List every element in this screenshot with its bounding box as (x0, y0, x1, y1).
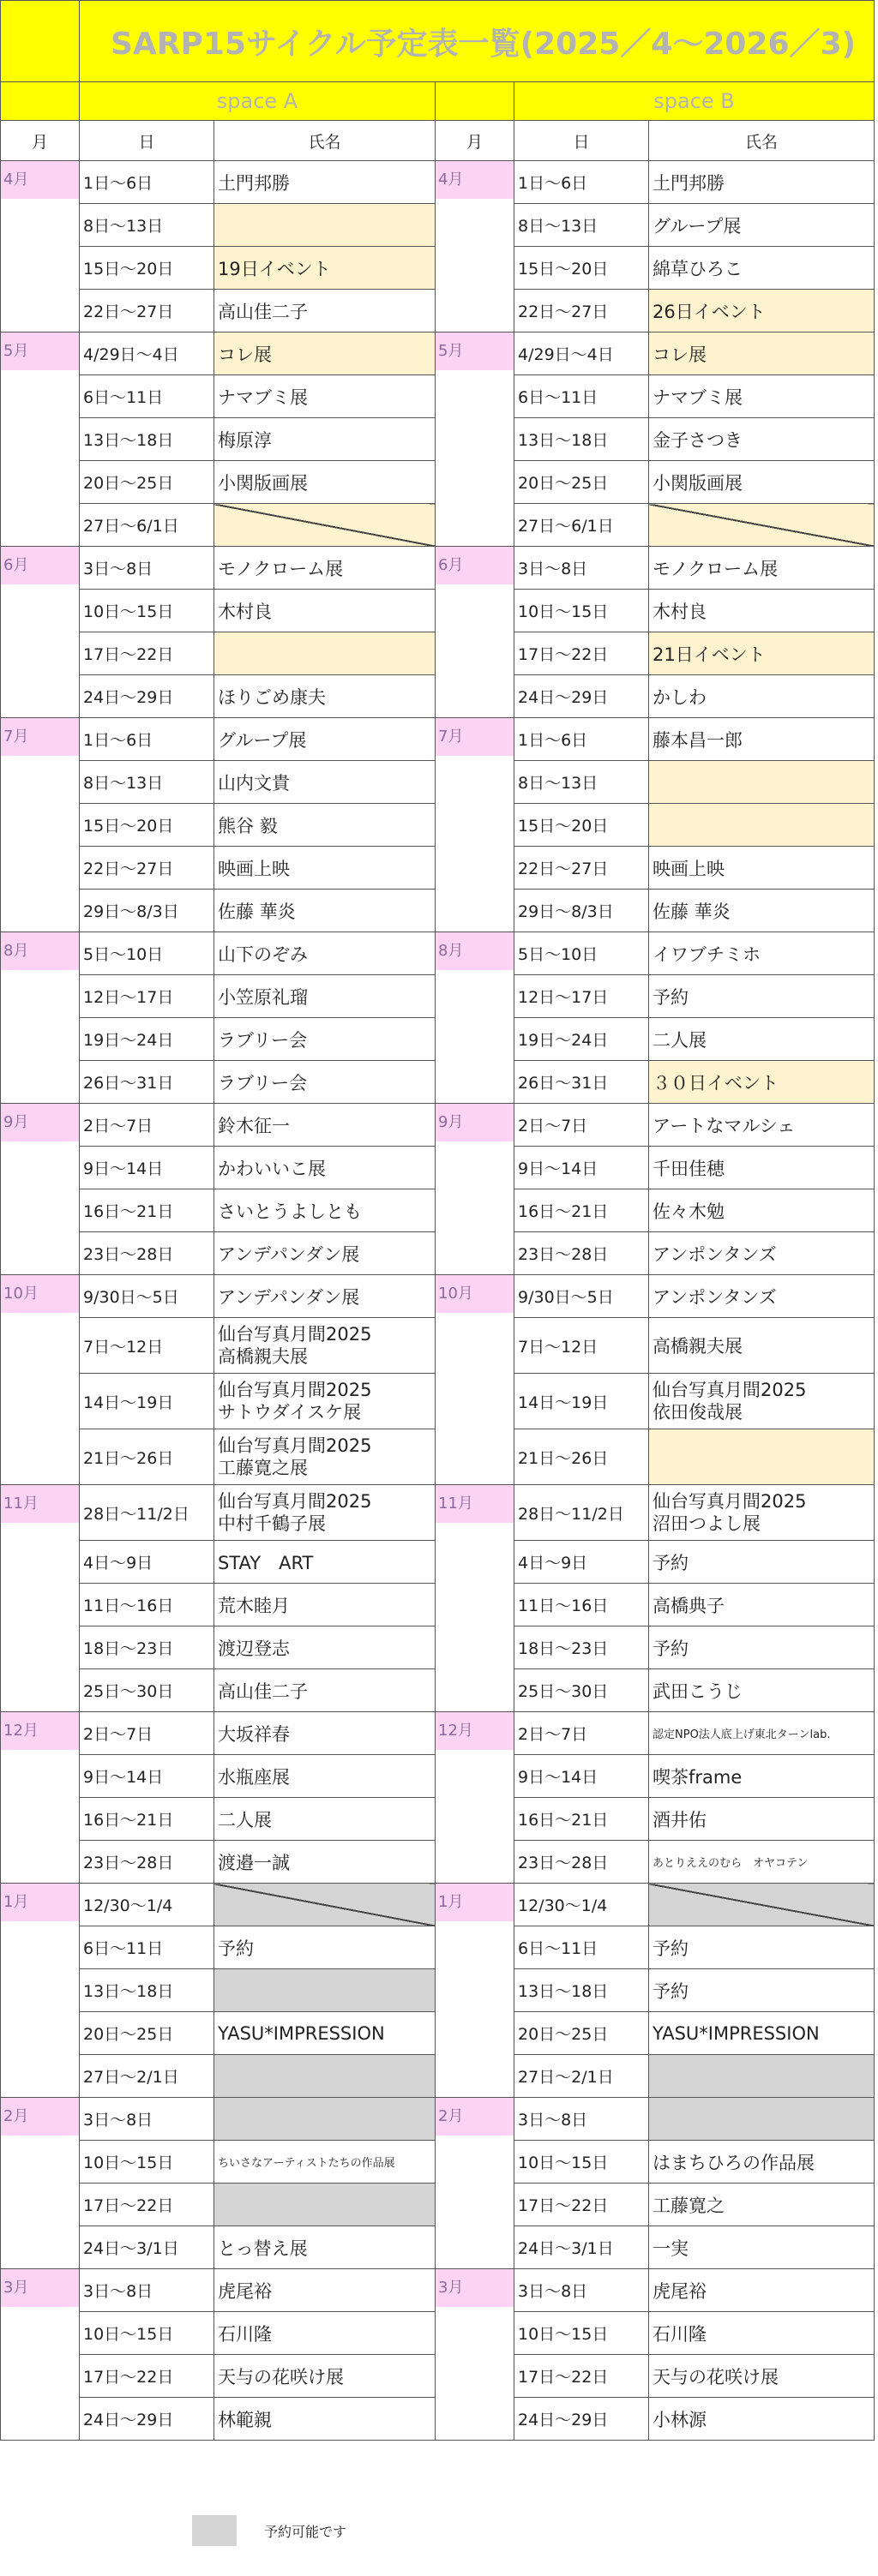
day-cell: 2日～7日 (80, 1104, 214, 1147)
day-cell: 15日～20日 (514, 804, 649, 847)
day-cell: 3日～8日 (80, 2269, 214, 2312)
day-cell: 12日～17日 (514, 975, 649, 1018)
name-cell-b: 予約 (649, 1626, 875, 1669)
name-cell-a (214, 204, 436, 247)
name-cell-a: ちいさなアーティストたちの作品展 (214, 2141, 436, 2184)
month-label: 12月 (436, 1712, 514, 1750)
day-cell: 17日～22日 (514, 632, 649, 675)
name-cell-a: 大坂祥春 (214, 1712, 436, 1755)
name-cell-b (649, 761, 875, 804)
name-cell-a: 小笠原礼瑠 (214, 975, 436, 1018)
month-label: 7月 (436, 718, 514, 756)
month-cell-a (1, 932, 80, 1104)
day-cell: 5日～10日 (514, 932, 649, 975)
day-cell: 24日～29日 (80, 675, 214, 718)
day-cell: 13日～18日 (80, 418, 214, 461)
name-cell-a: 仙台写真月間2025 高橋親夫展 (214, 1318, 436, 1374)
month-cell-b (436, 932, 514, 1104)
name-cell-a: 佐藤 華炎 (214, 890, 436, 932)
day-cell: 24日～3/1日 (514, 2226, 649, 2269)
table-row (1, 1275, 875, 1318)
day-cell: 28日～11/2日 (514, 1485, 649, 1541)
day-cell: 19日～24日 (80, 1018, 214, 1061)
day-cell: 12/30～1/4 (80, 1884, 214, 1926)
day-cell: 9/30日～5日 (514, 1275, 649, 1318)
day-cell: 8日～13日 (514, 761, 649, 804)
name-cell-b: 認定NPO法人底上げ東北ターンlab. (649, 1712, 875, 1755)
day-cell: 4/29日～4日 (514, 332, 649, 375)
table-row (1, 1712, 875, 1755)
name-cell-a: 渡邉一誠 (214, 1841, 436, 1884)
name-cell-b: アンポンタンズ (649, 1232, 875, 1275)
table-row (1, 1485, 875, 1541)
name-cell-b: 虎尾裕 (649, 2269, 875, 2312)
name-cell-a: 仙台写真月間2025 サトウダイスケ展 (214, 1374, 436, 1429)
name-cell-a: 渡辺登志 (214, 1626, 436, 1669)
table-row (1, 2098, 875, 2141)
day-cell: 6日～11日 (80, 375, 214, 418)
day-cell: 23日～28日 (514, 1232, 649, 1275)
day-cell: 17日～22日 (80, 632, 214, 675)
name-cell-a (214, 1884, 436, 1926)
name-cell-a: さいとうよしとも (214, 1189, 436, 1232)
day-cell: 10日～15日 (80, 590, 214, 632)
month-cell-a (1, 332, 80, 547)
day-cell: 9/30日～5日 (80, 1275, 214, 1318)
name-cell-a: アンデパンダン展 (214, 1232, 436, 1275)
day-cell: 20日～25日 (514, 461, 649, 504)
day-cell: 16日～21日 (80, 1798, 214, 1841)
month-label: 3月 (1, 2269, 79, 2307)
day-cell: 20日～25日 (514, 2012, 649, 2055)
day-cell: 24日～29日 (80, 2398, 214, 2441)
col-month-b: 月 (436, 121, 514, 161)
name-cell-b: ナマブミ展 (649, 375, 875, 418)
day-cell: 7日～12日 (514, 1318, 649, 1374)
name-cell-a: 石川隆 (214, 2312, 436, 2355)
day-cell: 9日～14日 (80, 1755, 214, 1798)
name-cell-a (214, 1969, 436, 2012)
col-day-a: 日 (80, 121, 214, 161)
day-cell: 8日～13日 (80, 204, 214, 247)
month-cell-a (1, 1104, 80, 1275)
table-row (1, 2269, 875, 2312)
name-cell-a: 高山佳二子 (214, 1669, 436, 1712)
name-cell-a: アンデパンダン展 (214, 1275, 436, 1318)
month-label: 11月 (436, 1485, 514, 1523)
month-label: 12月 (1, 1712, 79, 1750)
legend-available-swatch (192, 2515, 237, 2546)
day-cell: 1日～6日 (514, 161, 649, 204)
name-cell-a (214, 2098, 436, 2141)
name-cell-a: 鈴木征一 (214, 1104, 436, 1147)
day-cell: 22日～27日 (80, 290, 214, 332)
day-cell: 29日～8/3日 (514, 890, 649, 932)
day-cell: 15日～20日 (80, 804, 214, 847)
table-row (1, 161, 875, 204)
month-label: 10月 (436, 1275, 514, 1313)
day-cell: 10日～15日 (514, 590, 649, 632)
month-cell-b (436, 1712, 514, 1884)
table-row (1, 1104, 875, 1147)
name-cell-b: 予約 (649, 1969, 875, 2012)
day-cell: 2日～7日 (514, 1712, 649, 1755)
day-cell: 21日～26日 (514, 1429, 649, 1485)
day-cell: 10日～15日 (80, 2141, 214, 2184)
month-cell-b (436, 1275, 514, 1485)
day-cell: 25日～30日 (80, 1669, 214, 1712)
month-label: 9月 (436, 1104, 514, 1141)
month-label: 5月 (1, 332, 79, 370)
name-cell-b: 綿草ひろこ (649, 247, 875, 290)
day-cell: 18日～23日 (514, 1626, 649, 1669)
name-cell-b: 映画上映 (649, 847, 875, 890)
month-label: 2月 (436, 2098, 514, 2136)
day-cell: 23日～28日 (80, 1232, 214, 1275)
name-cell-a: YASU*IMPRESSION (214, 2012, 436, 2055)
day-cell: 27日～2/1日 (514, 2055, 649, 2098)
month-cell-b (436, 2269, 514, 2441)
name-cell-a: 天与の花咲け展 (214, 2355, 436, 2398)
day-cell: 11日～16日 (80, 1584, 214, 1626)
name-cell-b: あとりええのむら オヤコテン (649, 1841, 875, 1884)
day-cell: 13日～18日 (80, 1969, 214, 2012)
name-cell-a: 二人展 (214, 1798, 436, 1841)
month-label: 1月 (1, 1884, 79, 1921)
name-cell-b: アートなマルシェ (649, 1104, 875, 1147)
month-cell-b (436, 2098, 514, 2269)
day-cell: 27日～6/1日 (80, 504, 214, 547)
name-cell-a: グループ展 (214, 718, 436, 761)
name-cell-b: 高橋典子 (649, 1584, 875, 1626)
day-cell: 20日～25日 (80, 2012, 214, 2055)
name-cell-a: モノクローム展 (214, 547, 436, 590)
day-cell: 17日～22日 (514, 2355, 649, 2398)
name-cell-a: 仙台写真月間2025 工藤寛之展 (214, 1429, 436, 1485)
name-cell-b: モノクローム展 (649, 547, 875, 590)
month-label: 11月 (1, 1485, 79, 1523)
month-label: 1月 (436, 1884, 514, 1921)
day-cell: 26日～31日 (80, 1061, 214, 1104)
day-cell: 14日～19日 (80, 1374, 214, 1429)
name-cell-b: 26日イベント (649, 290, 875, 332)
month-cell-a (1, 1712, 80, 1884)
col-day-b: 日 (514, 121, 649, 161)
table-row (1, 932, 875, 975)
month-label: 9月 (1, 1104, 79, 1141)
name-cell-b (649, 804, 875, 847)
name-cell-a (214, 2055, 436, 2098)
name-cell-b: 工藤寛之 (649, 2184, 875, 2226)
month-cell-b (436, 1104, 514, 1275)
name-cell-a: ナマブミ展 (214, 375, 436, 418)
name-cell-b: はまちひろの作品展 (649, 2141, 875, 2184)
col-name-b: 氏名 (649, 121, 875, 161)
name-cell-a: ラブリー会 (214, 1018, 436, 1061)
day-cell: 14日～19日 (514, 1374, 649, 1429)
month-label: 2月 (1, 2098, 79, 2136)
legend-label: 予約可能です (264, 2523, 347, 2540)
month-label: 8月 (1, 932, 79, 970)
day-cell: 13日～18日 (514, 1969, 649, 2012)
name-cell-a: 木村良 (214, 590, 436, 632)
name-cell-b: かしわ (649, 675, 875, 718)
name-cell-b (649, 504, 875, 547)
name-cell-a: 林範親 (214, 2398, 436, 2441)
name-cell-b: 天与の花咲け展 (649, 2355, 875, 2398)
table-row (1, 547, 875, 590)
col-name-a: 氏名 (214, 121, 436, 161)
name-cell-a: 水瓶座展 (214, 1755, 436, 1798)
name-cell-b (649, 1429, 875, 1485)
name-cell-a (214, 2184, 436, 2226)
month-cell-a (1, 1485, 80, 1712)
space-b-header: space B (514, 82, 875, 121)
day-cell: 26日～31日 (514, 1061, 649, 1104)
table-row (1, 718, 875, 761)
day-cell: 9日～14日 (514, 1147, 649, 1189)
name-cell-b: 小林源 (649, 2398, 875, 2441)
day-cell: 1日～6日 (514, 718, 649, 761)
name-cell-b: アンポンタンズ (649, 1275, 875, 1318)
name-cell-a (214, 504, 436, 547)
name-cell-a: STAY ART (214, 1541, 436, 1584)
day-cell: 24日～3/1日 (80, 2226, 214, 2269)
day-cell: 28日～11/2日 (80, 1485, 214, 1541)
space-a-header: space A (80, 82, 436, 121)
month-cell-b (436, 332, 514, 547)
name-cell-b: 一実 (649, 2226, 875, 2269)
name-cell-b: コレ展 (649, 332, 875, 375)
name-cell-a: コレ展 (214, 332, 436, 375)
day-cell: 22日～27日 (514, 290, 649, 332)
day-cell: 27日～6/1日 (514, 504, 649, 547)
day-cell: 22日～27日 (514, 847, 649, 890)
month-label: 6月 (1, 547, 79, 584)
name-cell-b: 土門邦勝 (649, 161, 875, 204)
name-cell-b: 石川隆 (649, 2312, 875, 2355)
month-label: 4月 (1, 161, 79, 199)
month-label: 4月 (436, 161, 514, 199)
month-cell-a (1, 547, 80, 718)
name-cell-b: 二人展 (649, 1018, 875, 1061)
name-cell-b: 佐藤 華炎 (649, 890, 875, 932)
name-cell-b (649, 2055, 875, 2098)
day-cell: 18日～23日 (80, 1626, 214, 1669)
day-cell: 7日～12日 (80, 1318, 214, 1374)
day-cell: 24日～29日 (514, 2398, 649, 2441)
day-cell: 16日～21日 (514, 1798, 649, 1841)
month-cell-b (436, 161, 514, 332)
day-cell: 29日～8/3日 (80, 890, 214, 932)
name-cell-b: 木村良 (649, 590, 875, 632)
day-cell: 3日～8日 (514, 2269, 649, 2312)
day-cell: 3日～8日 (80, 547, 214, 590)
name-cell-b: 予約 (649, 1541, 875, 1584)
day-cell: 17日～22日 (80, 2355, 214, 2398)
day-cell: 22日～27日 (80, 847, 214, 890)
day-cell: 20日～25日 (80, 461, 214, 504)
day-cell: 6日～11日 (80, 1926, 214, 1969)
name-cell-b: 金子さつき (649, 418, 875, 461)
day-cell: 24日～29日 (514, 675, 649, 718)
name-cell-a: ほりごめ康夫 (214, 675, 436, 718)
day-cell: 23日～28日 (80, 1841, 214, 1884)
month-label: 3月 (436, 2269, 514, 2307)
table-row (1, 1884, 875, 1926)
name-cell-a: とっ替え展 (214, 2226, 436, 2269)
col-month-a: 月 (1, 121, 80, 161)
name-cell-b: YASU*IMPRESSION (649, 2012, 875, 2055)
name-cell-a: 荒木睦月 (214, 1584, 436, 1626)
name-cell-b (649, 1884, 875, 1926)
day-cell: 12日～17日 (80, 975, 214, 1018)
day-cell: 1日～6日 (80, 161, 214, 204)
table-row (1, 332, 875, 375)
day-cell: 19日～24日 (514, 1018, 649, 1061)
day-cell: 4/29日～4日 (80, 332, 214, 375)
day-cell: 15日～20日 (80, 247, 214, 290)
name-cell-b: 21日イベント (649, 632, 875, 675)
day-cell: 8日～13日 (80, 761, 214, 804)
name-cell-b: 酒井佑 (649, 1798, 875, 1841)
month-cell-a (1, 2269, 80, 2441)
name-cell-b: 武田こうじ (649, 1669, 875, 1712)
name-cell-a: 虎尾裕 (214, 2269, 436, 2312)
day-cell: 25日～30日 (514, 1669, 649, 1712)
name-cell-a: かわいいこ展 (214, 1147, 436, 1189)
name-cell-b: 小関版画展 (649, 461, 875, 504)
month-label: 7月 (1, 718, 79, 756)
day-cell: 27日～2/1日 (80, 2055, 214, 2098)
name-cell-b: 喫茶frame (649, 1755, 875, 1798)
day-cell: 1日～6日 (80, 718, 214, 761)
day-cell: 9日～14日 (80, 1147, 214, 1189)
name-cell-a: ラブリー会 (214, 1061, 436, 1104)
day-cell: 16日～21日 (514, 1189, 649, 1232)
name-cell-b: ３０日イベント (649, 1061, 875, 1104)
name-cell-a: 熊谷 毅 (214, 804, 436, 847)
name-cell-a: 山内文貴 (214, 761, 436, 804)
month-cell-b (436, 1485, 514, 1712)
page-title: SARP15サイクル予定表一覧(2025／4～2026／3) (80, 1, 875, 82)
day-cell: 23日～28日 (514, 1841, 649, 1884)
month-label: 8月 (436, 932, 514, 970)
day-cell: 4日～9日 (80, 1541, 214, 1584)
day-cell: 3日～8日 (514, 2098, 649, 2141)
day-cell: 17日～22日 (80, 2184, 214, 2226)
name-cell-b: 千田佳穂 (649, 1147, 875, 1189)
month-cell-b (436, 718, 514, 932)
day-cell: 12/30～1/4 (514, 1884, 649, 1926)
space-corner-b (436, 82, 514, 121)
name-cell-a: 小関版画展 (214, 461, 436, 504)
day-cell: 3日～8日 (80, 2098, 214, 2141)
day-cell: 16日～21日 (80, 1189, 214, 1232)
name-cell-b: 佐々木勉 (649, 1189, 875, 1232)
day-cell: 5日～10日 (80, 932, 214, 975)
month-cell-a (1, 1884, 80, 2098)
day-cell: 10日～15日 (514, 2312, 649, 2355)
day-cell: 2日～7日 (514, 1104, 649, 1147)
day-cell: 4日～9日 (514, 1541, 649, 1584)
name-cell-a: 梅原淳 (214, 418, 436, 461)
name-cell-b: 仙台写真月間2025 依田俊哉展 (649, 1374, 875, 1429)
name-cell-a (214, 632, 436, 675)
day-cell: 10日～15日 (80, 2312, 214, 2355)
day-cell: 9日～14日 (514, 1755, 649, 1798)
day-cell: 10日～15日 (514, 2141, 649, 2184)
month-cell-a (1, 718, 80, 932)
month-label: 6月 (436, 547, 514, 584)
day-cell: 17日～22日 (514, 2184, 649, 2226)
month-cell-a (1, 161, 80, 332)
name-cell-b (649, 2098, 875, 2141)
name-cell-a: 予約 (214, 1926, 436, 1969)
day-cell: 21日～26日 (80, 1429, 214, 1485)
name-cell-a: 19日イベント (214, 247, 436, 290)
name-cell-b: グループ展 (649, 204, 875, 247)
month-cell-b (436, 1884, 514, 2098)
month-label: 10月 (1, 1275, 79, 1313)
title-corner (1, 1, 80, 82)
name-cell-b: 藤本昌一郎 (649, 718, 875, 761)
month-cell-a (1, 2098, 80, 2269)
day-cell: 3日～8日 (514, 547, 649, 590)
day-cell: 15日～20日 (514, 247, 649, 290)
month-label: 5月 (436, 332, 514, 370)
name-cell-a: 土門邦勝 (214, 161, 436, 204)
name-cell-b: 高橋親夫展 (649, 1318, 875, 1374)
day-cell: 6日～11日 (514, 1926, 649, 1969)
day-cell: 2日～7日 (80, 1712, 214, 1755)
day-cell: 13日～18日 (514, 418, 649, 461)
name-cell-b: 予約 (649, 975, 875, 1018)
name-cell-a: 山下のぞみ (214, 932, 436, 975)
name-cell-b: イワブチミホ (649, 932, 875, 975)
name-cell-b: 予約 (649, 1926, 875, 1969)
name-cell-a: 高山佳二子 (214, 290, 436, 332)
name-cell-a: 映画上映 (214, 847, 436, 890)
day-cell: 11日～16日 (514, 1584, 649, 1626)
month-cell-b (436, 547, 514, 718)
day-cell: 6日～11日 (514, 375, 649, 418)
name-cell-b: 仙台写真月間2025 沼田つよし展 (649, 1485, 875, 1541)
day-cell: 8日～13日 (514, 204, 649, 247)
name-cell-a: 仙台写真月間2025 中村千鶴子展 (214, 1485, 436, 1541)
legend (192, 2515, 346, 2546)
space-corner-a (1, 82, 80, 121)
month-cell-a (1, 1275, 80, 1485)
